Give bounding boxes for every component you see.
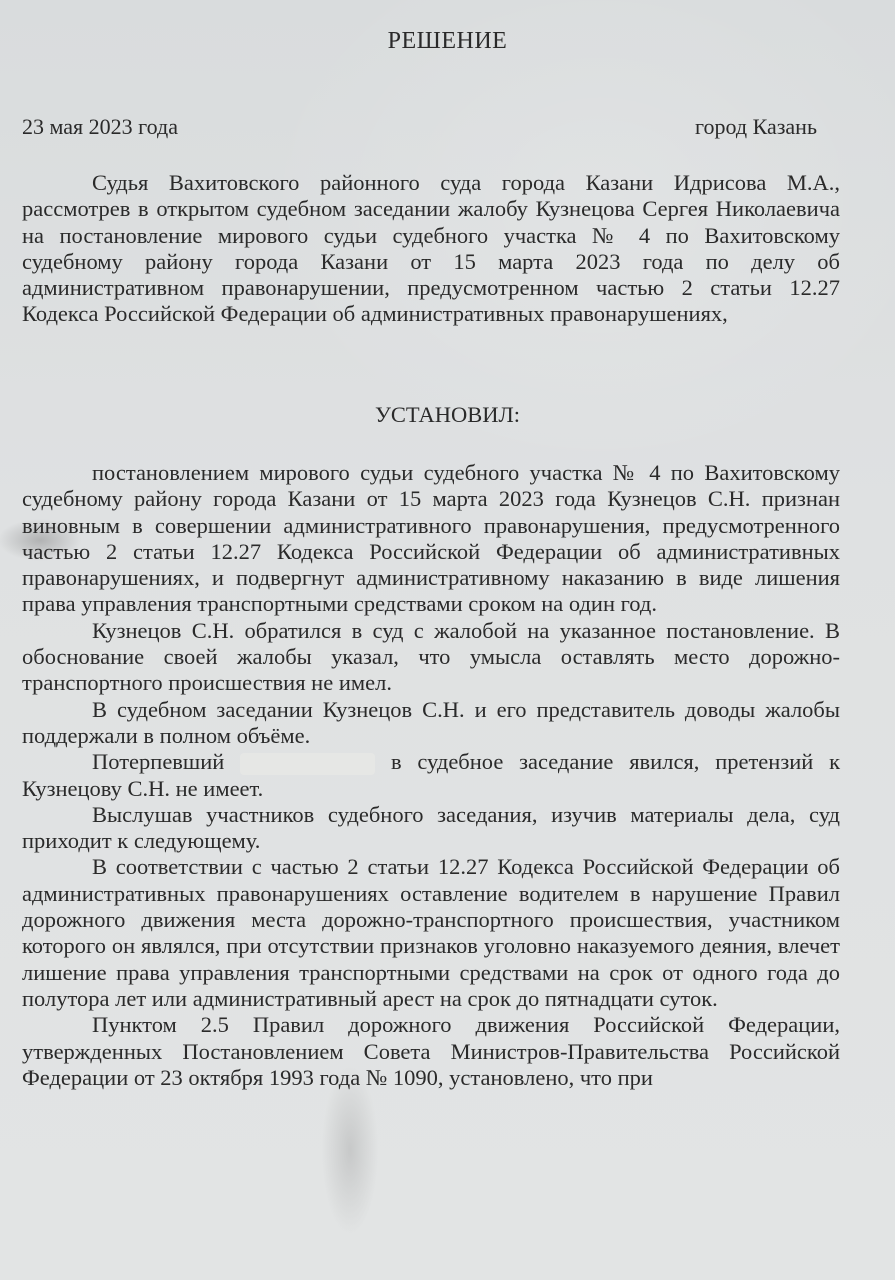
document-title: РЕШЕНИЕ bbox=[387, 28, 508, 54]
paragraph: постановлением мирового судьи судебного участка № 4 по Вахитовскому судебному району города Казани от 15 марта 2023 года Кузнецов С.Н. признан виновным в совершении административного правонарушения, предусмотренного частью 2 статьи 12.27 Кодекса Российской Федерации об административных правонарушениях, и подвергнут административному наказанию в виде лишения права управления транспортными средствами сроком на один год. bbox=[22, 460, 840, 617]
victim-label: Потерпевший bbox=[92, 749, 225, 775]
victim-paragraph bbox=[22, 749, 840, 802]
paragraph: Пунктом 2.5 Правил дорожного движения Российской Федерации, утвержденных Постановлением Совета Министров-Правительства Российской Федерации от 23 октября 1993 года № 1090, установлено, что при bbox=[22, 1012, 840, 1090]
document-date: 23 мая 2023 года bbox=[22, 114, 178, 139]
paragraph: В соответствии с частью 2 статьи 12.27 Кодекса Российской Федерации об административных правонарушениях оставление водителем в нарушение Правил дорожного движения места дорожно-транспортного происшествия, участником которого он являлся, при отсутствии признаков уголовно наказуемого деяния, влечет лишение права управления транспортными средствами на срок от одного года до полутора лет или административный арест на срок до пятнадцати суток. bbox=[22, 854, 840, 1011]
findings-block bbox=[22, 460, 840, 1091]
document-city: город Казань bbox=[695, 114, 817, 139]
section-heading: УСТАНОВИЛ: bbox=[374, 402, 521, 427]
intro-block bbox=[22, 170, 840, 328]
paragraph: Кузнецов С.Н. обратился в суд с жалобой на указанное постановление. В обоснование своей жалобы указал, что умысла оставлять место дорожно-транспортного происшествия не имел. bbox=[22, 617, 840, 696]
paragraph: Выслушав участников судебного заседания, изучив материалы дела, суд приходит к следующему. bbox=[22, 801, 840, 854]
intro-paragraph: Судья Вахитовского районного суда города Казани Идрисова М.А., рассмотрев в открытом судебном заседании жалобу Кузнецова Сергея Николаевича на постановление мирового судьи судебного участка № 4 по Вахитовскому судебному району города Казани от 15 марта 2023 года по делу об административном правонарушении, предусмотренном частью 2 статьи 12.27 Кодекса Российской Федерации об административных правонарушениях, bbox=[22, 170, 840, 327]
redacted-name bbox=[240, 753, 375, 775]
victim-text: в судебное заседание явился, претензий к Кузнецову С.Н. не имеет. bbox=[22, 749, 841, 801]
paragraph: В судебном заседании Кузнецов С.Н. и его представитель доводы жалобы поддержали в полном объёме. bbox=[22, 696, 840, 748]
